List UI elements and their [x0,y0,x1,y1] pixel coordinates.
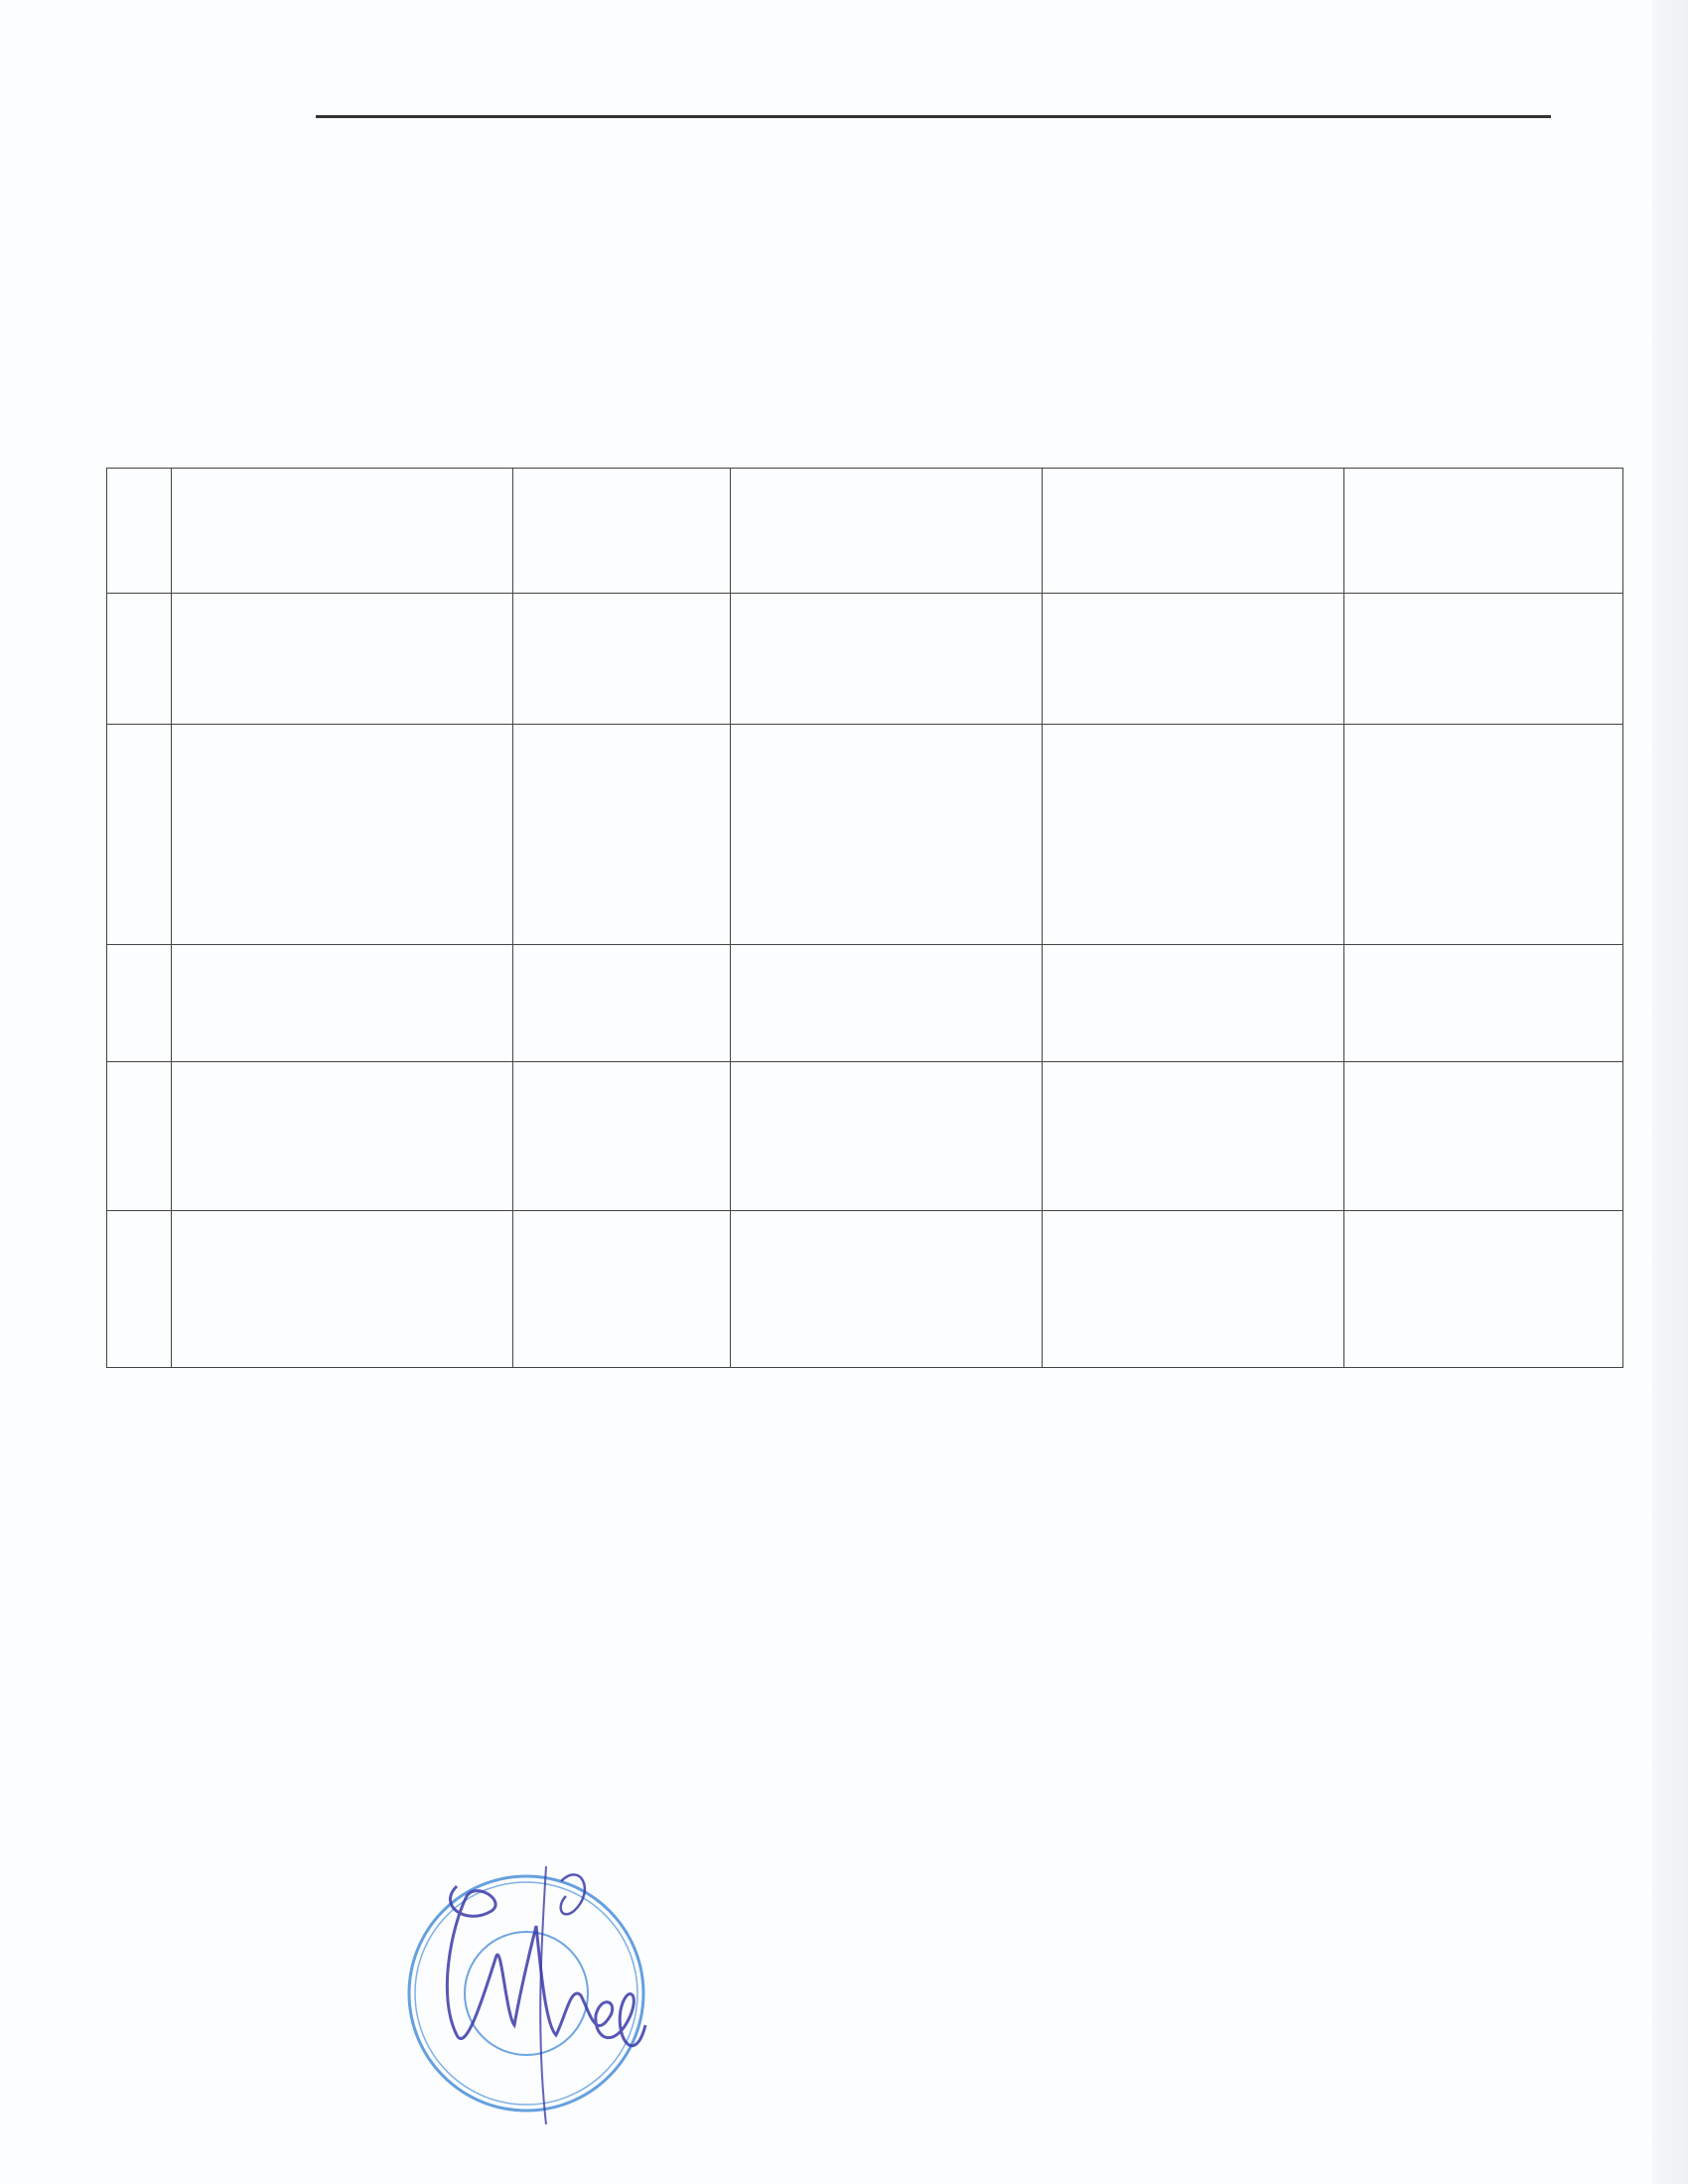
cell-participants [1043,945,1344,1062]
table-row [107,1062,1623,1211]
cell-type [172,945,513,1062]
cell-no [107,725,172,945]
cell-type [172,725,513,945]
letterhead [381,38,1406,46]
table-row [107,594,1623,725]
cell-type [172,1211,513,1368]
header-participants [1043,469,1344,594]
cell-participants [1043,594,1344,725]
cell-organizers [1344,594,1623,725]
header-place [731,469,1043,594]
cell-no [107,945,172,1062]
cell-date [513,725,731,945]
cell-place [731,725,1043,945]
cell-date [513,945,731,1062]
director-signature [397,1866,695,2124]
cell-type [172,594,513,725]
cell-organizers [1344,945,1623,1062]
cell-no [107,594,172,725]
letterhead-rule [316,115,1551,118]
table-row [107,725,1623,945]
table-row [107,1211,1623,1368]
cell-place [731,594,1043,725]
cell-date [513,1062,731,1211]
header-type [172,469,513,594]
cell-type [172,1062,513,1211]
cell-organizers [1344,1211,1623,1368]
cell-organizers [1344,1062,1623,1211]
table-header-row [107,469,1623,594]
cell-participants [1043,1062,1344,1211]
cell-place [731,945,1043,1062]
sports-calendar-table [106,468,1623,1368]
cell-date [513,1211,731,1368]
cell-participants [1043,725,1344,945]
cell-participants [1043,1211,1344,1368]
cell-place [731,1062,1043,1211]
cell-organizers [1344,725,1623,945]
header-organizers [1344,469,1623,594]
table-row [107,945,1623,1062]
cell-no [107,1211,172,1368]
cell-place [731,1211,1043,1368]
cell-no [107,1062,172,1211]
note-paragraph [183,1777,1573,1819]
scan-edge-shadow [1652,0,1688,2184]
header-no [107,469,172,594]
header-date [513,469,731,594]
cell-date [513,594,731,725]
